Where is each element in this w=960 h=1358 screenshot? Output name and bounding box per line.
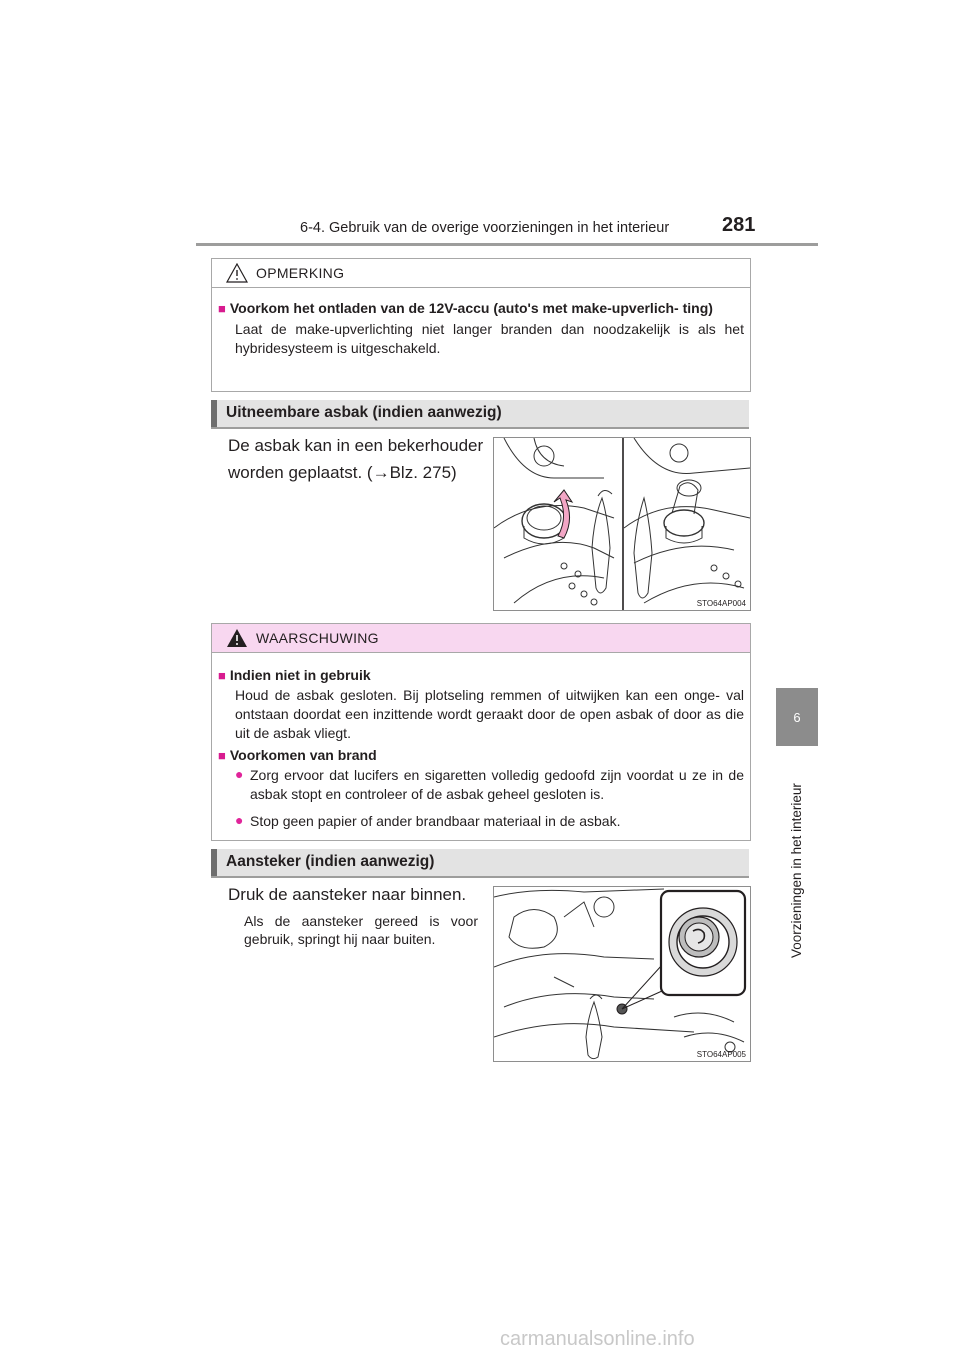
arrow-right-icon: → — [372, 463, 390, 482]
section-accent — [211, 400, 217, 427]
warning-label: WAARSCHUWING — [256, 630, 379, 646]
round-bullet-icon: ● — [235, 812, 244, 828]
notice-label: OPMERKING — [256, 265, 345, 281]
warning-header — [212, 624, 750, 653]
warning-subitem — [235, 766, 744, 804]
chapter-number: 6 — [793, 709, 801, 725]
ashtray-illustration — [493, 437, 751, 611]
lighter-intro: Druk de aansteker naar binnen. — [228, 885, 467, 904]
lift-arrow-icon — [554, 490, 572, 538]
square-bullet-icon: ■ — [218, 668, 226, 683]
section-bar-lighter — [211, 849, 749, 876]
warning-item-title-text: Indien niet in gebruik — [229, 667, 371, 683]
ashtray-drawing — [494, 438, 750, 610]
section-title-lighter: Aansteker (indien aanwezig) — [226, 853, 435, 870]
section-rule — [211, 876, 749, 878]
figure-code: STO64AP004 — [696, 599, 746, 608]
chapter-side-label — [786, 758, 808, 958]
chapter-label: Voorzieningen in het interieur — [789, 783, 804, 958]
cigarette-lighter-icon — [669, 908, 737, 976]
ashtray-intro-line2 — [228, 459, 490, 486]
ashtray-intro-prefix: worden geplaatst. ( — [228, 463, 373, 482]
warning-triangle-icon — [226, 628, 248, 648]
notice-item-title-text: Voorkom het ontladen van de 12V-accu (auto's met make-upverlich- ting) — [229, 300, 713, 316]
figure-code: STO64AP005 — [696, 1050, 746, 1059]
warning-item-title — [218, 666, 744, 685]
header-rule — [196, 243, 818, 246]
page-number: 281 — [722, 214, 756, 236]
notice-box — [211, 258, 751, 392]
warning-subitem — [235, 812, 744, 831]
notice-item-text: Laat de make-upverlichting niet langer branden dan noodzakelijk is als het hybridesysteem is uitgeschakeld. — [235, 321, 744, 356]
ashtray-intro — [228, 432, 490, 486]
ashtray-intro-line1: De asbak kan in een bekerhouder — [228, 436, 484, 455]
round-bullet-icon: ● — [235, 766, 244, 782]
section-title-ashtray: Uitneembare asbak (indien aanwezig) — [226, 404, 502, 421]
warning-subitem-text: Zorg ervoor dat lucifers en sigaretten volledig gedoofd zijn voordat u ze in de asbak stopt en controleer of de asbak geheel gesloten is. — [250, 767, 744, 802]
square-bullet-icon: ■ — [218, 301, 226, 316]
section-accent — [211, 849, 217, 876]
section-rule — [211, 427, 749, 429]
section-bar-ashtray — [211, 400, 749, 427]
warning-subitem-text: Stop geen papier of ander brandbaar materiaal in de asbak. — [250, 813, 621, 829]
lighter-illustration — [493, 886, 751, 1062]
warning-item-text: Houd de asbak gesloten. Bij plotseling remmen of uitwijken kan een onge- val ontstaan doordat een inzittende wordt geraakt door de open asbak of door as die uit de asbak vliegt. — [235, 687, 744, 741]
footer-watermark: carmanualsonline.info — [500, 1328, 695, 1350]
notice-item-title — [218, 299, 744, 318]
warning-item-title-text: Voorkomen van brand — [229, 747, 377, 763]
warning-box — [211, 623, 751, 841]
lighter-note: Als de aansteker gereed is voor gebruik, springt hij naar buiten. — [244, 913, 478, 947]
chapter-tab[interactable] — [776, 688, 818, 746]
page-reference-link[interactable]: Blz. 275) — [389, 463, 457, 482]
notice-header — [212, 259, 750, 288]
caution-outline-icon — [226, 263, 248, 283]
running-header-title: 6-4. Gebruik van de overige voorzieningen in het interieur — [300, 220, 670, 236]
warning-item-title — [218, 746, 744, 765]
square-bullet-icon: ■ — [218, 748, 226, 763]
lighter-drawing — [494, 887, 750, 1061]
